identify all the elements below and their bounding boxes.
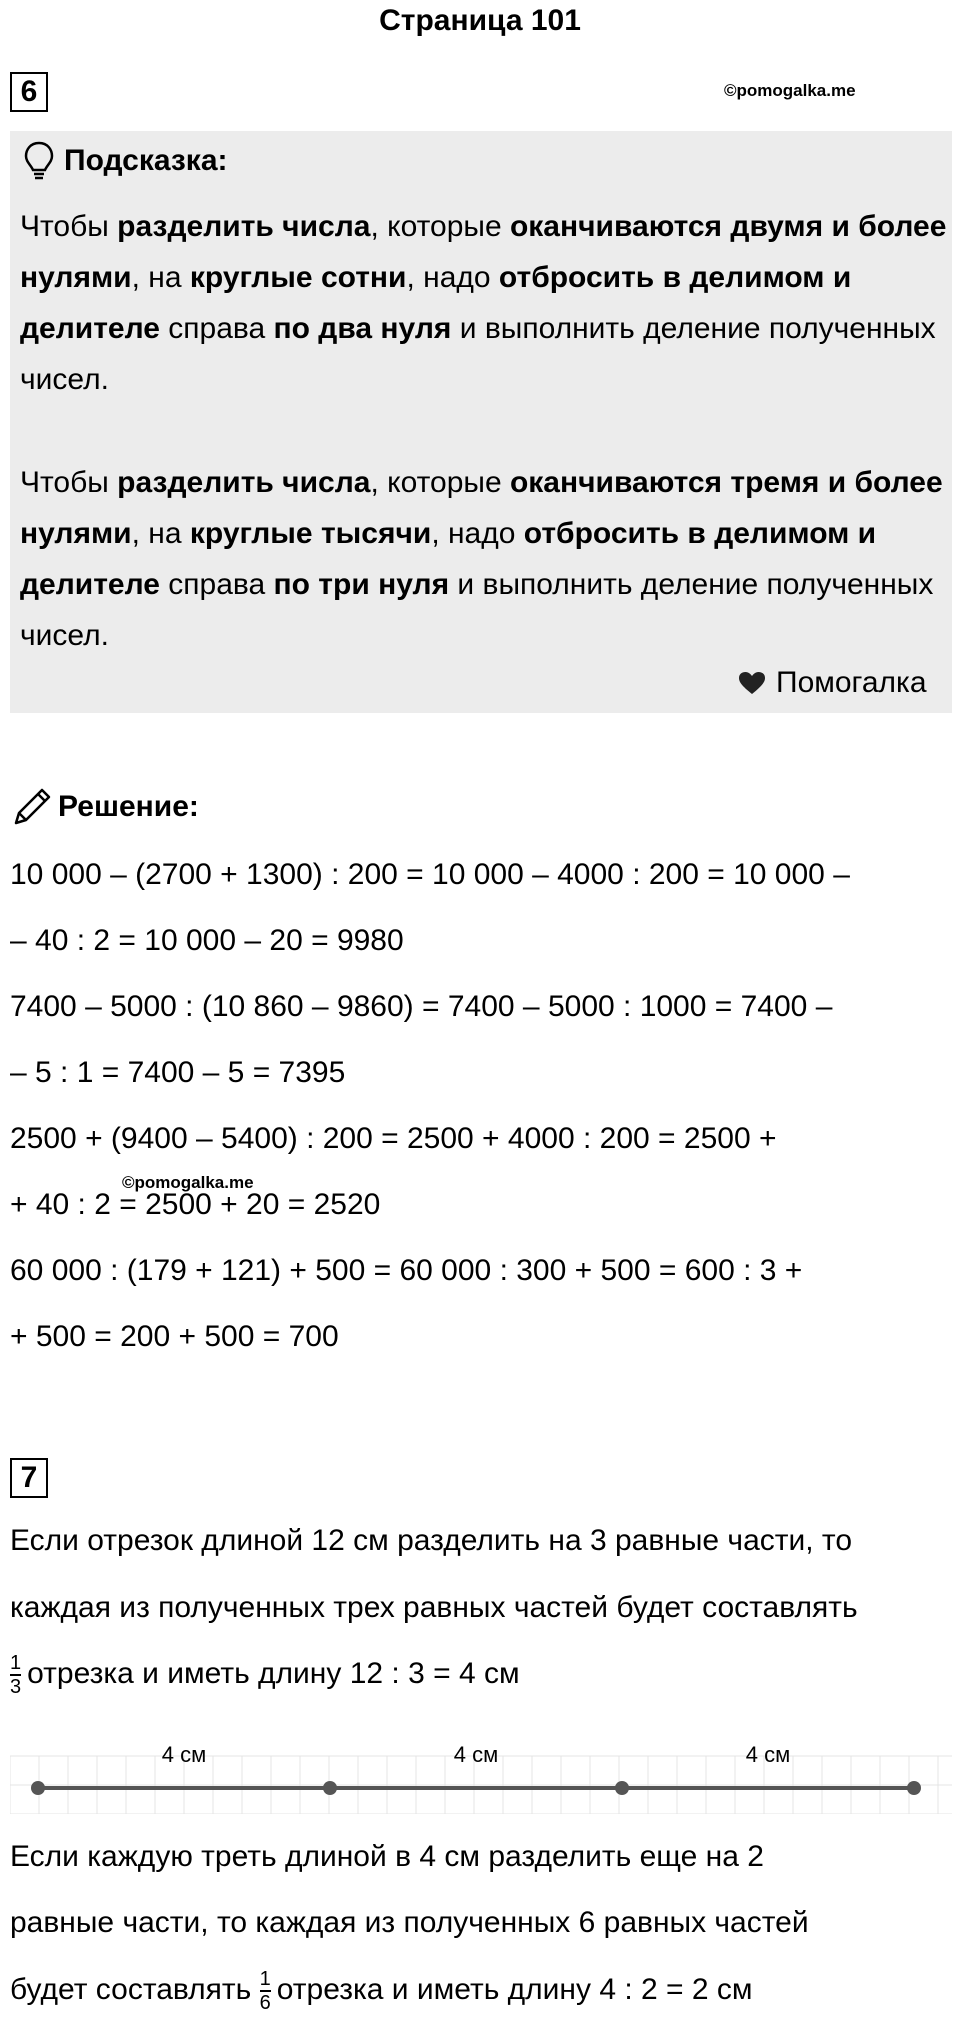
text-run: справа <box>159 312 274 345</box>
brand-credit <box>738 666 927 700</box>
fraction-denominator: 3 <box>10 1676 22 1698</box>
lightbulb-icon <box>22 140 56 182</box>
text-run: , которые <box>370 210 510 243</box>
solution-line-2: – 40 : 2 = 10 000 – 20 = 9980 <box>10 924 404 957</box>
bold-run: круглые тысячи <box>189 517 432 550</box>
task7-line-6-post: отрезка и иметь длину 4 : 2 = 2 см <box>276 1972 753 2006</box>
text-run: , надо <box>406 261 499 294</box>
solution-line-7: 60 000 : (179 + 121) + 500 = 60 000 : 300 + 500 = 600 : 3 + <box>10 1254 803 1287</box>
watermark-top: ©pomogalka.me <box>724 81 856 100</box>
solution-title: Решение: <box>58 790 199 823</box>
task7-line-6-pre: будет составлять <box>10 1972 252 2006</box>
solution-line-6: + 40 : 2 = 2500 + 20 = 2520 <box>10 1188 381 1221</box>
solution-line-3: 7400 – 5000 : (10 860 – 9860) = 7400 – 5000 : 1000 = 7400 – <box>10 990 833 1023</box>
bold-run: по два нуля <box>273 312 452 345</box>
text-run: Чтобы <box>20 466 118 499</box>
text-run: , которые <box>370 466 510 499</box>
task7-line-5: равные части, то каждая из полученных 6 равных частей <box>10 1906 809 1939</box>
fraction-numerator: 1 <box>10 1652 22 1674</box>
text-run: , надо <box>431 517 524 550</box>
text-run: справа <box>159 568 274 601</box>
brand-name: Помогалка <box>776 666 927 699</box>
segment-point-d <box>907 1781 921 1795</box>
bold-run: отбросить в делимом и делителе <box>20 517 877 601</box>
segment-diagram <box>10 1732 952 1814</box>
text-run: Чтобы <box>20 210 118 243</box>
task7-line-1: Если отрезок длиной 12 см разделить на 3 равные части, то <box>10 1524 853 1557</box>
hint-paragraph-2 <box>20 457 950 661</box>
text-run: , на <box>131 261 190 294</box>
bold-run: оканчиваются двумя и более нулями <box>20 210 947 294</box>
segment-point-b <box>323 1781 337 1795</box>
hint-title: Подсказка: <box>64 144 228 177</box>
task7-line-3 <box>10 1652 520 1698</box>
task-number-7: 7 <box>10 1458 48 1498</box>
task7-line-3-text: отрезка и иметь длину 12 : 3 = 4 см <box>27 1656 520 1690</box>
pencil-icon <box>10 785 54 829</box>
bold-run: круглые сотни <box>189 261 407 294</box>
segment-point-c <box>615 1781 629 1795</box>
segment-label-2: 4 см <box>453 1742 499 1767</box>
segment-point-a <box>31 1781 45 1795</box>
bold-run: разделить числа <box>117 210 371 243</box>
fraction-one-sixth <box>260 1968 271 2014</box>
segment-label-3: 4 см <box>745 1742 791 1767</box>
solution-line-4: – 5 : 1 = 7400 – 5 = 7395 <box>10 1056 346 1089</box>
solution-line-8: + 500 = 200 + 500 = 700 <box>10 1320 339 1353</box>
segment-label-1: 4 см <box>161 1742 207 1767</box>
solution-line-5: 2500 + (9400 – 5400) : 200 = 2500 + 4000 : 200 = 2500 + <box>10 1122 777 1155</box>
bold-run: разделить числа <box>117 466 371 499</box>
task7-line-6 <box>10 1968 753 2014</box>
bold-run: по три нуля <box>273 568 450 601</box>
text-run: , на <box>131 517 190 550</box>
heart-icon <box>738 671 766 695</box>
bold-run: отбросить в делимом и делителе <box>20 261 852 345</box>
task7-line-2: каждая из полученных трех равных частей будет составлять <box>10 1591 858 1624</box>
watermark-middle: ©pomogalka.me <box>122 1173 254 1192</box>
page-title: Страница 101 <box>379 4 581 37</box>
solution-line-1: 10 000 – (2700 + 1300) : 200 = 10 000 – 4000 : 200 = 10 000 – <box>10 858 850 891</box>
fraction-one-third <box>10 1652 21 1698</box>
text-run: и выполнить деление полученных чисел. <box>20 568 934 652</box>
task7-line-4: Если каждую треть длиной в 4 см разделить еще на 2 <box>10 1840 764 1873</box>
text-run: и выполнить деление полученных чисел. <box>20 312 936 396</box>
hint-paragraph-1 <box>20 201 950 405</box>
fraction-denominator: 6 <box>259 1992 271 2014</box>
fraction-numerator: 1 <box>259 1968 271 1990</box>
task-number-6: 6 <box>10 72 48 112</box>
bold-run: оканчиваются тремя и более нулями <box>20 466 943 550</box>
